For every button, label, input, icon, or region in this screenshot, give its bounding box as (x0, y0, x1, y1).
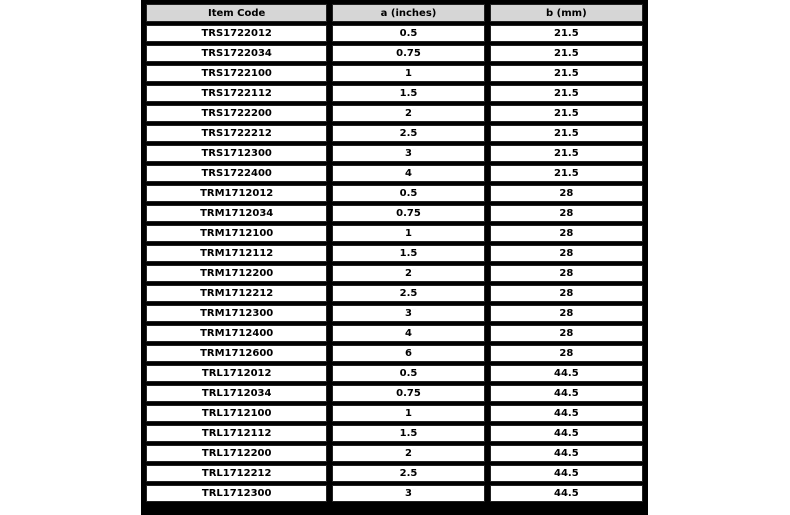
table-row (146, 345, 643, 362)
table-row (146, 185, 643, 202)
cell-item-code: TRL1712034 (146, 385, 327, 402)
cell-b-mm: 28 (490, 305, 643, 322)
cell-item-code: TRS1722212 (146, 125, 327, 142)
cell-a-inches: 2 (332, 445, 484, 462)
table-row (146, 325, 643, 342)
table-row (146, 165, 643, 182)
cell-b-mm: 21.5 (490, 165, 643, 182)
cell-b-mm: 28 (490, 265, 643, 282)
cell-item-code: TRL1712012 (146, 365, 327, 382)
table-row (146, 405, 643, 422)
cell-a-inches: 2 (332, 265, 484, 282)
cell-item-code: TRM1712400 (146, 325, 327, 342)
cell-item-code: TRM1712112 (146, 245, 327, 262)
cell-b-mm: 21.5 (490, 145, 643, 162)
header-b-mm: b (mm) (490, 4, 643, 22)
cell-b-mm: 44.5 (490, 385, 643, 402)
table-row (146, 25, 643, 42)
cell-b-mm: 28 (490, 245, 643, 262)
cell-b-mm: 28 (490, 225, 643, 242)
cell-item-code: TRS1722012 (146, 25, 327, 42)
table-row (146, 285, 643, 302)
cell-b-mm: 28 (490, 185, 643, 202)
spec-table (141, 1, 648, 505)
cell-item-code: TRS1722200 (146, 105, 327, 122)
cell-item-code: TRS1722034 (146, 45, 327, 62)
table-row (146, 465, 643, 482)
cell-a-inches: 1 (332, 225, 484, 242)
cell-a-inches: 1.5 (332, 425, 484, 442)
cell-item-code: TRM1712212 (146, 285, 327, 302)
table-row (146, 145, 643, 162)
cell-a-inches: 2 (332, 105, 484, 122)
cell-item-code: TRS1722112 (146, 85, 327, 102)
cell-a-inches: 2.5 (332, 125, 484, 142)
cell-b-mm: 28 (490, 205, 643, 222)
cell-item-code: TRM1712300 (146, 305, 327, 322)
cell-b-mm: 28 (490, 325, 643, 342)
cell-b-mm: 21.5 (490, 105, 643, 122)
cell-a-inches: 4 (332, 325, 484, 342)
table-row (146, 485, 643, 502)
cell-item-code: TRM1712600 (146, 345, 327, 362)
cell-b-mm: 21.5 (490, 25, 643, 42)
table-row (146, 265, 643, 282)
cell-item-code: TRL1712300 (146, 485, 327, 502)
cell-item-code: TRL1712200 (146, 445, 327, 462)
header-a-inches: a (inches) (332, 4, 484, 22)
cell-b-mm: 28 (490, 285, 643, 302)
table-row (146, 365, 643, 382)
cell-a-inches: 1.5 (332, 85, 484, 102)
cell-item-code: TRS1722100 (146, 65, 327, 82)
cell-item-code: TRM1712100 (146, 225, 327, 242)
cell-a-inches: 3 (332, 305, 484, 322)
cell-a-inches: 0.75 (332, 385, 484, 402)
table-row (146, 425, 643, 442)
cell-a-inches: 6 (332, 345, 484, 362)
cell-a-inches: 4 (332, 165, 484, 182)
cell-b-mm: 44.5 (490, 485, 643, 502)
cell-a-inches: 3 (332, 485, 484, 502)
table-row (146, 445, 643, 462)
table-row (146, 65, 643, 82)
cell-item-code: TRL1712212 (146, 465, 327, 482)
cell-b-mm: 44.5 (490, 405, 643, 422)
table-row (146, 85, 643, 102)
cell-item-code: TRL1712100 (146, 405, 327, 422)
cell-b-mm: 21.5 (490, 65, 643, 82)
cell-a-inches: 0.75 (332, 45, 484, 62)
cell-item-code: TRM1712200 (146, 265, 327, 282)
cell-a-inches: 1 (332, 65, 484, 82)
cell-a-inches: 0.5 (332, 185, 484, 202)
cell-item-code: TRM1712034 (146, 205, 327, 222)
table-row (146, 305, 643, 322)
cell-item-code: TRS1712300 (146, 145, 327, 162)
cell-b-mm: 21.5 (490, 125, 643, 142)
cell-b-mm: 44.5 (490, 445, 643, 462)
cell-b-mm: 44.5 (490, 425, 643, 442)
table-row (146, 125, 643, 142)
header-item-code: Item Code (146, 4, 327, 22)
cell-a-inches: 0.5 (332, 25, 484, 42)
cell-b-mm: 44.5 (490, 465, 643, 482)
cell-a-inches: 0.5 (332, 365, 484, 382)
table-row (146, 205, 643, 222)
cell-a-inches: 2.5 (332, 465, 484, 482)
table-row (146, 45, 643, 62)
table-row (146, 245, 643, 262)
table-row (146, 385, 643, 402)
cell-a-inches: 1.5 (332, 245, 484, 262)
cell-b-mm: 44.5 (490, 365, 643, 382)
table-body (146, 25, 643, 502)
cell-a-inches: 0.75 (332, 205, 484, 222)
cell-a-inches: 3 (332, 145, 484, 162)
cell-b-mm: 21.5 (490, 45, 643, 62)
cell-item-code: TRL1712112 (146, 425, 327, 442)
cell-b-mm: 21.5 (490, 85, 643, 102)
cell-item-code: TRS1722400 (146, 165, 327, 182)
cell-item-code: TRM1712012 (146, 185, 327, 202)
header-row (146, 4, 643, 22)
cell-a-inches: 1 (332, 405, 484, 422)
cell-a-inches: 2.5 (332, 285, 484, 302)
table-row (146, 105, 643, 122)
spec-table-frame (141, 0, 648, 515)
table-row (146, 225, 643, 242)
cell-b-mm: 28 (490, 345, 643, 362)
